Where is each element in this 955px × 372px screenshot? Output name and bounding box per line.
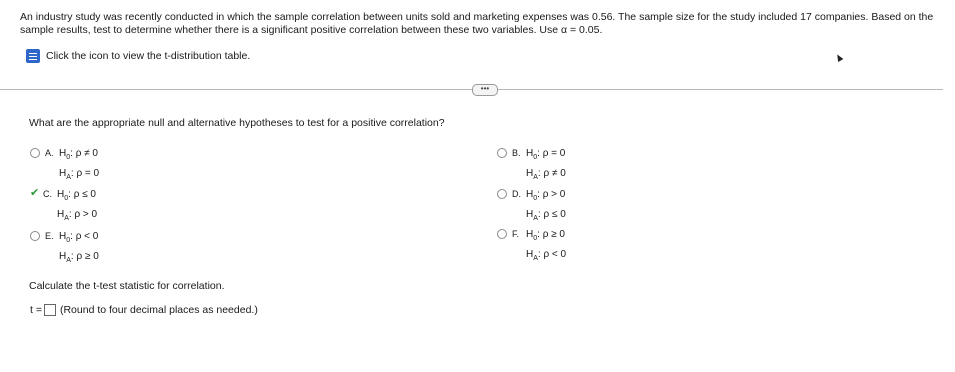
radio-button[interactable]: [30, 231, 40, 241]
option-d[interactable]: D. $H_0$: ρ > 0 $H_A$: ρ ≤ 0: [497, 187, 566, 227]
radio-button[interactable]: [497, 189, 507, 199]
radio-button[interactable]: [497, 229, 507, 239]
option-e[interactable]: E. $H_0$: ρ < 0 $H_A$: ρ ≥ 0: [30, 229, 99, 269]
expand-more-button[interactable]: •••: [472, 84, 498, 96]
t-statistic-input[interactable]: [44, 304, 56, 316]
radio-button[interactable]: [30, 148, 40, 158]
answer-prefix: t =: [30, 304, 42, 316]
problem-statement: An industry study was recently conducted in which the sample correlation between units sold and marketing expenses was 0.56. The sample size for the study included 17 companies. Based on the sample results, test to determine whether there is a significant positive correlation between these two variables. Use α = 0.05.: [20, 11, 934, 36]
mouse-cursor-icon: [835, 53, 844, 62]
option-f[interactable]: F. $H_0$: ρ ≥ 0 $H_A$: ρ < 0: [497, 227, 566, 267]
checkmark-icon: ✔: [30, 187, 40, 199]
answer-row: [30, 304, 258, 316]
calc-prompt: Calculate the t-test statistic for correlation.: [29, 280, 225, 292]
hypotheses-question: What are the appropriate null and alternative hypotheses to test for a positive correlation?: [29, 117, 445, 129]
option-c[interactable]: ✔ C. $H_0$: ρ ≤ 0 $H_A$: ρ > 0: [30, 187, 98, 222]
t-table-link-text[interactable]: Click the icon to view the t-distribution table.: [46, 50, 251, 62]
option-a[interactable]: A. $H_0$: ρ ≠ 0 $H_A$: ρ = 0: [30, 146, 99, 186]
radio-button[interactable]: [497, 148, 507, 158]
option-b[interactable]: B. $H_0$: ρ = 0 $H_A$: ρ ≠ 0: [497, 146, 566, 186]
rounding-hint: (Round to four decimal places as needed.): [59, 304, 258, 316]
table-icon[interactable]: [26, 49, 40, 63]
t-table-link[interactable]: [26, 49, 250, 63]
